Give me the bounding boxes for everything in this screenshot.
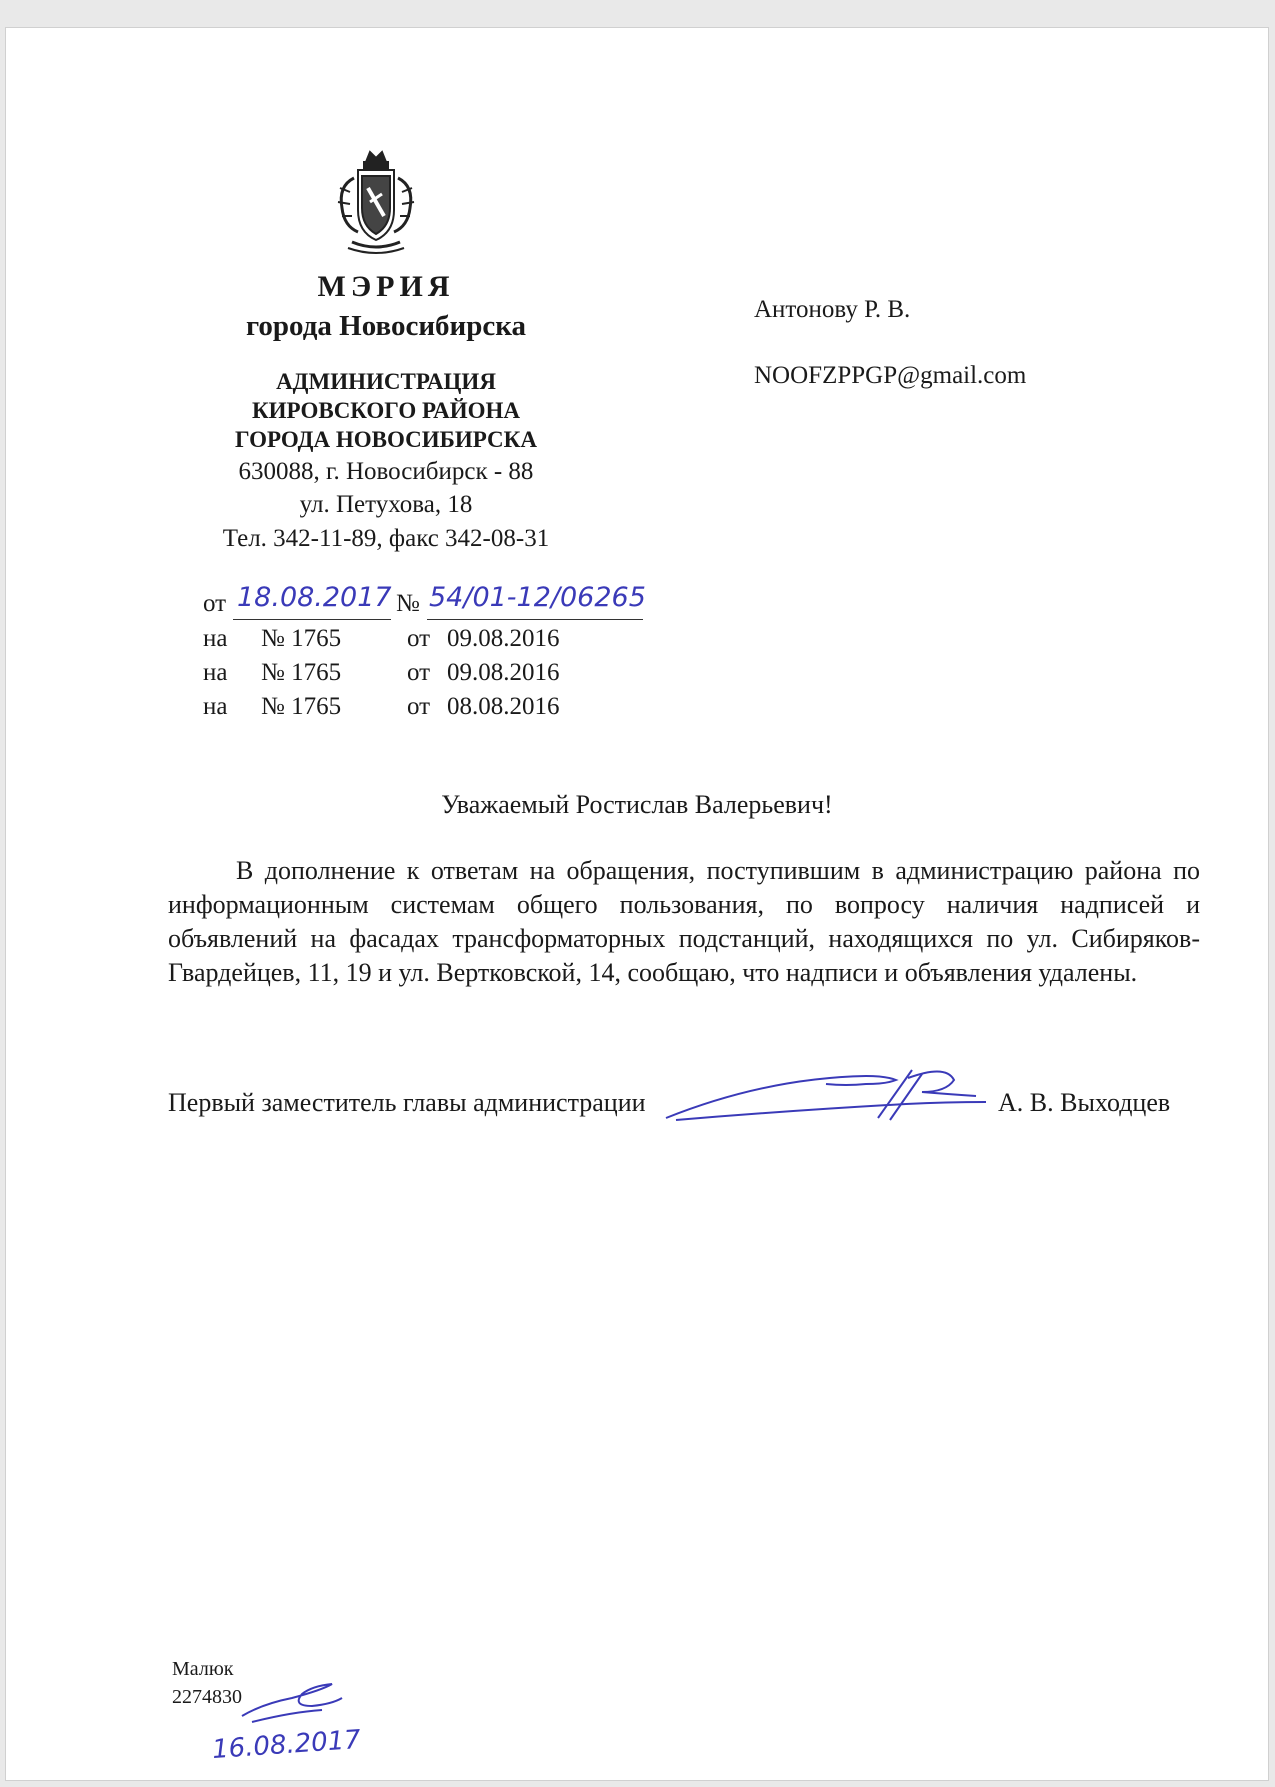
from-label: от (203, 590, 227, 617)
incoming-number: № 1765 (261, 659, 342, 686)
incoming-number: № 1765 (261, 625, 342, 652)
incoming-date: 09.08.2016 (447, 659, 560, 686)
date-underline (233, 619, 391, 620)
address-line-1: 630088, г. Новосибирск - 88 (238, 458, 534, 485)
incoming-number: № 1765 (261, 693, 342, 720)
executor-phone: 2274830 (172, 1686, 242, 1708)
on-label: на (203, 625, 228, 652)
handwritten-number: 54/01-12/06265 (429, 582, 646, 613)
number-underline (427, 619, 643, 620)
signatory-title: Первый заместитель главы администрации (168, 1088, 646, 1117)
on-label: на (203, 659, 228, 686)
address-line-3: Тел. 342-11-89, факс 342-08-31 (222, 525, 550, 552)
incoming-date: 08.08.2016 (447, 693, 560, 720)
city-title: города Новосибирска (245, 310, 527, 342)
admin-line-2: КИРОВСКОГО РАЙОНА (251, 398, 520, 423)
salutation: Уважаемый Ростислав Валерьевич! (441, 790, 833, 819)
addressee-email: NOOFZPPGP@gmail.com (754, 362, 1027, 389)
address-line-2: ул. Петухова, 18 (299, 491, 473, 518)
mayor-office-title: МЭРИЯ (317, 270, 455, 303)
number-label: № (396, 590, 420, 617)
addressee-name: Антонову Р. В. (754, 296, 911, 323)
on-label: на (203, 693, 228, 720)
handwritten-date: 18.08.2017 (237, 582, 392, 613)
from-label: от (407, 659, 431, 686)
admin-line-1: АДМИНИСТРАЦИЯ (276, 369, 496, 394)
letter-page (6, 28, 1268, 1780)
admin-line-3: ГОРОДА НОВОСИБИРСКА (235, 427, 537, 452)
signatory-name: А. В. Выходцев (998, 1088, 1171, 1117)
from-label: от (407, 625, 431, 652)
handwritten-date-footer: 16.08.2017 (211, 1724, 362, 1766)
handwritten-signature (646, 1058, 996, 1128)
coat-of-arms-icon (328, 148, 424, 258)
incoming-date: 09.08.2016 (447, 625, 560, 652)
executor-name: Малюк (172, 1658, 234, 1680)
body-paragraph: В дополнение к ответам на обращения, поступившим в администрацию района по информационным системам общего пользования, по вопросу наличия надписей и объявлений на фасадах трансформаторных подстанций, находящихся по ул. Сибиряков-Гвардейцев, 11, 19 и ул. Вертковской, 14, сообщаю, что надписи и объявления удалены. (168, 856, 1200, 987)
from-label: от (407, 693, 431, 720)
handwritten-initials (232, 1676, 382, 1726)
